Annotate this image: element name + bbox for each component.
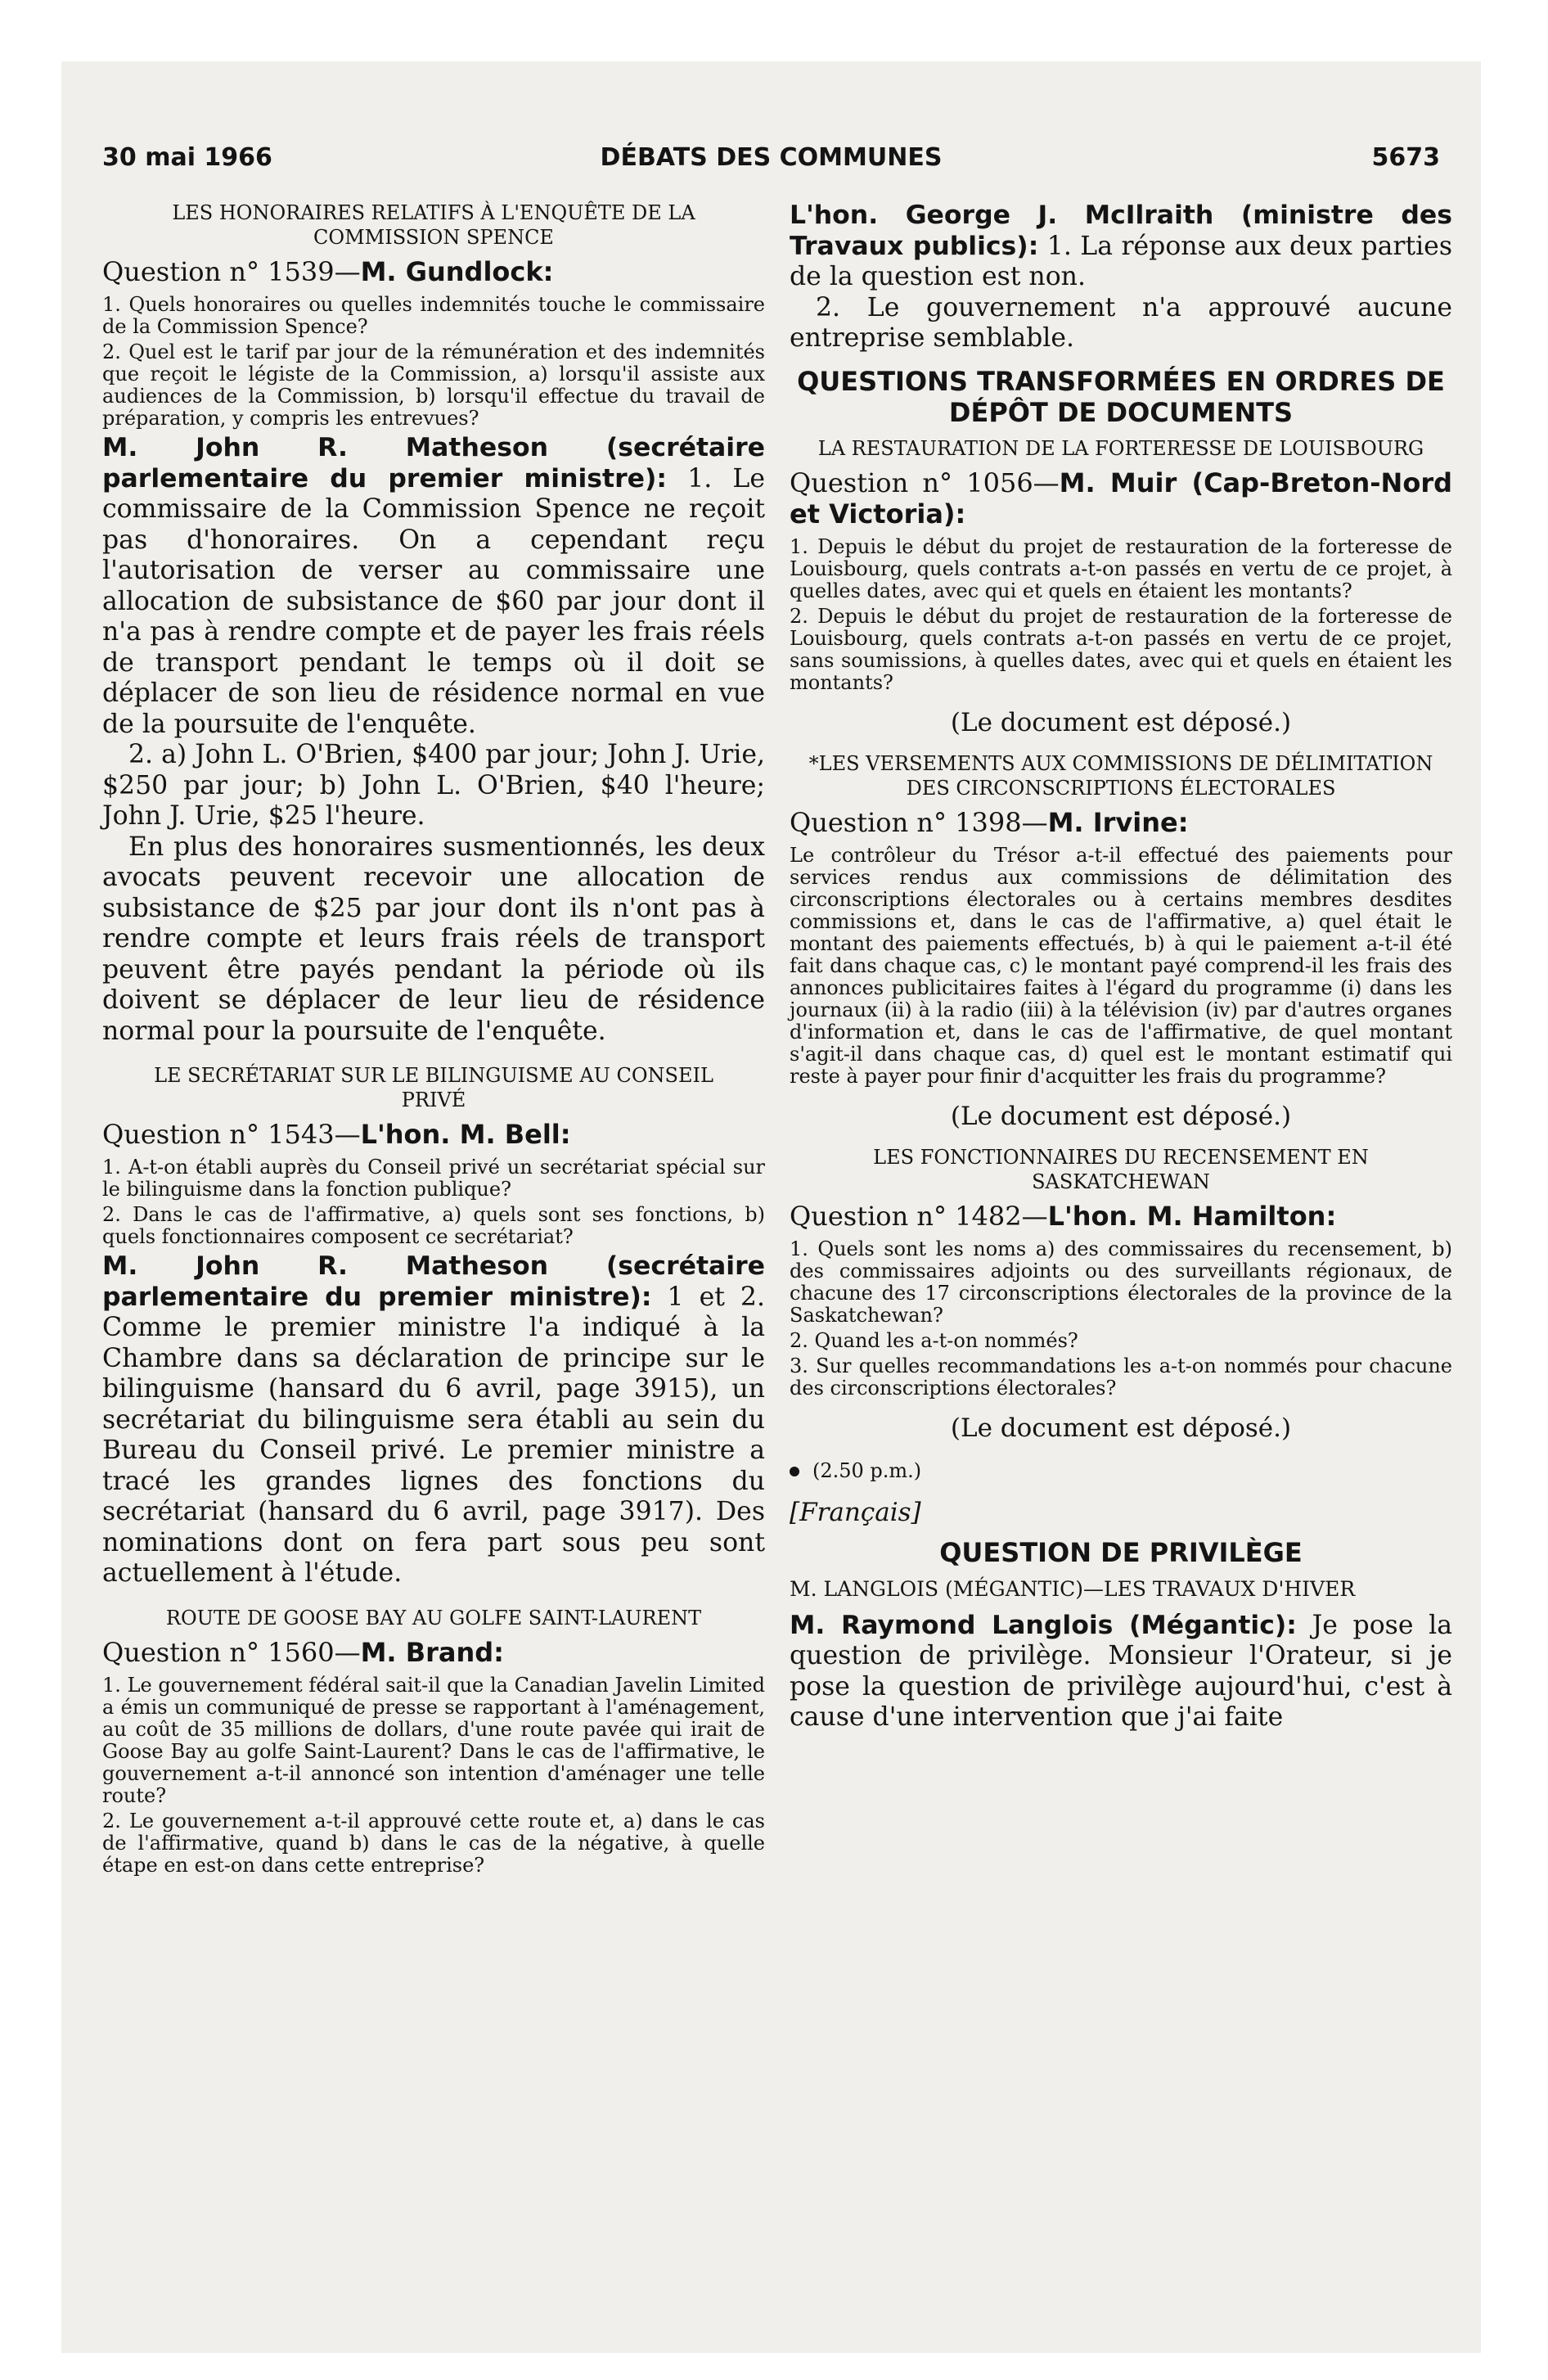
answer-1543: M. John R. Matheson (secrétaire parlementaire du premier ministre): 1 et 2. Comme le premier ministre l'a indiqué à la Chambre dans sa déclaration de principe sur le bilinguisme (hansard du 6 avril, page 3915), un secrétariat du bilinguisme sera établi au sein du Bureau du Conseil privé. Le premier ministre a tracé les grandes lignes des fonctions du secrétariat (hansard du 6 avril, page 3917). Des nominations dont on fera part sous peu sont actuellement à l'étude.: [102, 1251, 765, 1588]
section-heading-bilinguisme: LE SECRÉTARIAT SUR LE BILINGUISME AU CONSEIL PRIVÉ: [154, 1064, 713, 1111]
question-1543-part-1: 1. A-t-on établi auprès du Conseil privé un secrétariat spécial sur le bilinguisme dans la fonction publique?: [102, 1156, 765, 1201]
question-1543-part-2: 2. Dans le cas de l'affirmative, a) quels sont ses fonctions, b) quels fonctionnaires composent ce secrétariat?: [102, 1203, 765, 1248]
running-head: [102, 143, 1440, 183]
section-heading-orders: QUESTIONS TRANSFORMÉES EN ORDRES DE DÉPÔT DE DOCUMENTS: [797, 365, 1445, 428]
question-1056: Question n° 1056—M. Muir (Cap-Breton-Nord et Victoria):: [790, 467, 1452, 530]
bullet-icon: [790, 1467, 799, 1476]
section-heading-recensement: LES FONCTIONNAIRES DU RECENSEMENT EN SASKATCHEWAN: [873, 1145, 1369, 1193]
answer-1539: M. John R. Matheson (secrétaire parlementaire du premier ministre): 1. Le commissaire de la Commission Spence ne reçoit pas d'honoraires. On a cependant reçu l'autorisation de verser au commissaire une allocation de subsistance de $60 par jour dont il n'a pas à rendre compte et de payer les frais réels de transport pendant le temps où il doit se déplacer de son lieu de résidence normal en vue de la poursuite de l'enquête.: [102, 433, 765, 739]
scanned-page: [61, 61, 1481, 2353]
answer-1539-part-3: En plus des honoraires susmentionnés, les deux avocats peuvent recevoir une allocation de subsistance de $25 par jour dont ils n'ont pas à rendre compte et leurs frais réels de transport peuvent être payés pendant la période où ils doivent se déplacer de leur lieu de résidence normal pour la poursuite de l'enquête.: [102, 832, 765, 1046]
header-date: 30 mai 1966: [102, 143, 272, 172]
section-heading-versements: *LES VERSEMENTS AUX COMMISSIONS DE DÉLIMITATION DES CIRCONSCRIPTIONS ÉLECTORALES: [808, 751, 1433, 800]
question-1056-part-1: 1. Depuis le début du projet de restauration de la forteresse de Louisbourg, quels contrats a-t-on passés en vertu de ce projet, à quelles dates, avec qui et quels en étaient les montants?: [790, 534, 1452, 602]
question-1482-part-2: 2. Quand les a-t-on nommés?: [790, 1328, 1078, 1352]
page-number: 5673: [1371, 143, 1440, 172]
document-deposited-3: (Le document est déposé.): [950, 1413, 1292, 1443]
answer-1560-part-2: 2. Le gouvernement n'a approuvé aucune entreprise semblable.: [790, 292, 1452, 353]
answer-1560: L'hon. George J. McIlraith (ministre des Travaux publics): 1. La réponse aux deux parties de la question est non.: [790, 201, 1452, 291]
langlois-speech: M. Raymond Langlois (Mégantic): Je pose la question de privilège. Monsieur l'Orateur, si je pose la question de privilège aujourd'hui, c'est à cause d'une intervention que j'ai faite: [790, 1610, 1452, 1732]
question-1398-text: Le contrôleur du Trésor a-t-il effectué des paiements pour services rendus aux commissions de délimitation des circonscriptions électorales ou à certains membres desdites commissions et, dans le cas de l'affirmative, a) quel était le montant des paiements effectués, b) à qui le paiement a-t-il été fait dans chaque cas, c) le montant payé comprend-il les frais des annonces publicitaires faites à l'égard du programme (i) dans les journaux (ii) à la radio (iii) à la télévision (iv) par d'autres organes d'information et, dans le cas de l'affirmative, de quel montant s'agit-il dans chaque cas, d) quel est le montant estimatif qui reste à payer pour finir d'acquitter les frais du programme?: [790, 843, 1452, 1088]
question-1398: Question n° 1398—M. Irvine:: [790, 806, 1189, 838]
question-1482: Question n° 1482—L'hon. M. Hamilton:: [790, 1200, 1337, 1232]
section-heading-goose-bay: ROUTE DE GOOSE BAY AU GOLFE SAINT-LAURENT: [165, 1606, 702, 1629]
left-column: [102, 201, 765, 1880]
document-deposited-1: (Le document est déposé.): [950, 707, 1292, 737]
section-heading-langlois: M. LANGLOIS (MÉGANTIC)—LES TRAVAUX D'HIVER: [790, 1576, 1356, 1601]
language-marker: [Français]: [790, 1497, 921, 1527]
question-1560-part-1: 1. Le gouvernement fédéral sait-il que la Canadian Javelin Limited a émis un communiqué de presse se rapportant à l'aménagement, au coût de 35 millions de dollars, d'une route pavée qui irait de Goose Bay au golfe Saint-Laurent? Dans le cas de l'affirmative, le gouvernement a-t-il annoncé son intention d'aménager une telle route?: [102, 1673, 765, 1807]
right-column: [790, 201, 1452, 1733]
question-1482-part-1: 1. Quels sont les noms a) des commissaires du recensement, b) des commissaires adjoints ou des surveillants régionaux, de chacune des 17 circonscriptions électorales de la province de la Saskatchewan?: [790, 1237, 1452, 1327]
question-1056-part-2: 2. Depuis le début du projet de restauration de la forteresse de Louisbourg, quels contrats a-t-on passés en vertu de ce projet, sans soumissions, à quelles dates, avec qui et quels en étaient les montants?: [790, 604, 1452, 694]
section-heading-louisbourg: LA RESTAURATION DE LA FORTERESSE DE LOUISBOURG: [817, 436, 1424, 460]
section-heading-spence: LES HONORAIRES RELATIFS À L'ENQUÊTE DE LA COMMISSION SPENCE: [172, 201, 695, 249]
section-heading-privilege: QUESTION DE PRIVILÈGE: [939, 1536, 1303, 1568]
question-1560-part-2: 2. Le gouvernement a-t-il approuvé cette route et, a) dans le cas de l'affirmative, quand b) dans le cas de la négative, à quelle étape en est-on dans cette entreprise?: [102, 1809, 765, 1877]
answer-1539-part-2: 2. a) John L. O'Brien, $400 par jour; John J. Urie, $250 par jour; b) John L. O'Brien, $40 l'heure; John J. Urie, $25 l'heure.: [102, 740, 765, 831]
header-title: DÉBATS DES COMMUNES: [600, 143, 943, 172]
question-1539-part-2: 2. Quel est le tarif par jour de la rémunération et des indemnités que reçoit le légiste de la Commission, a) lorsqu'il assiste aux audiences de la Commission, b) lorsqu'il effectue du travail de préparation, y compris les entrevues?: [102, 340, 765, 430]
question-1543: Question n° 1543—L'hon. M. Bell:: [102, 1119, 571, 1150]
document-deposited-2: (Le document est déposé.): [950, 1101, 1292, 1131]
question-1482-part-3: 3. Sur quelles recommandations les a-t-on nommés pour chacune des circonscriptions électorales?: [790, 1354, 1452, 1400]
time-marker: (2.50 p.m.): [790, 1458, 1452, 1483]
question-1539-part-1: 1. Quels honoraires ou quelles indemnités touche le commissaire de la Commission Spence?: [102, 293, 765, 338]
question-1560: Question n° 1560—M. Brand:: [102, 1636, 504, 1668]
question-1539: Question n° 1539—M. Gundlock:: [102, 256, 554, 287]
